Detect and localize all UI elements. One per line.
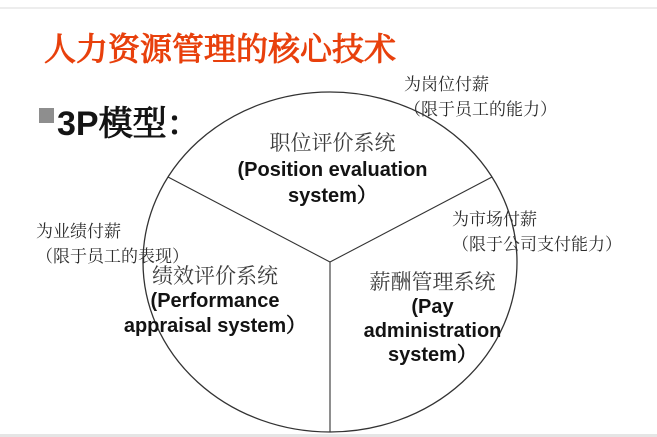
sector-zh-label: 薪酬管理系统 — [369, 271, 496, 294]
annotation-line: 为市场付薪 — [452, 210, 537, 229]
sector-en-line: appraisal system） — [123, 315, 307, 337]
annotation-line: （限于公司支付能力） — [452, 235, 622, 254]
sector-label-performance-appraisal — [105, 264, 325, 339]
annotation-line: （限于员工的能力） — [404, 100, 557, 119]
sector-en-line: (Pay — [411, 296, 454, 318]
sector-en-line: administration — [363, 320, 502, 342]
annotation-pay-for-market — [452, 207, 622, 257]
heading-label: 3P模型： — [57, 105, 201, 143]
sector-en-line: (Performance — [150, 290, 280, 312]
sector-label-pay-administration — [350, 271, 515, 367]
sector-en-line: system） — [388, 344, 477, 366]
sector-label-position-evaluation — [225, 131, 440, 209]
annotation-line: （限于员工的表现） — [36, 247, 189, 266]
sector-en-line: system） — [288, 185, 377, 207]
slide-title: 人力资源管理的核心技术 — [44, 31, 397, 67]
annotation-line: 为岗位付薪 — [404, 75, 489, 94]
sector-zh-label: 职位评价系统 — [269, 132, 396, 155]
sector-en-line: (Position evaluation — [237, 159, 428, 181]
annotation-pay-for-performance — [36, 219, 189, 269]
sector-zh-label: 绩效评价系统 — [152, 265, 278, 288]
annotation-line: 为业绩付薪 — [36, 222, 121, 241]
annotation-pay-for-position — [404, 72, 557, 122]
